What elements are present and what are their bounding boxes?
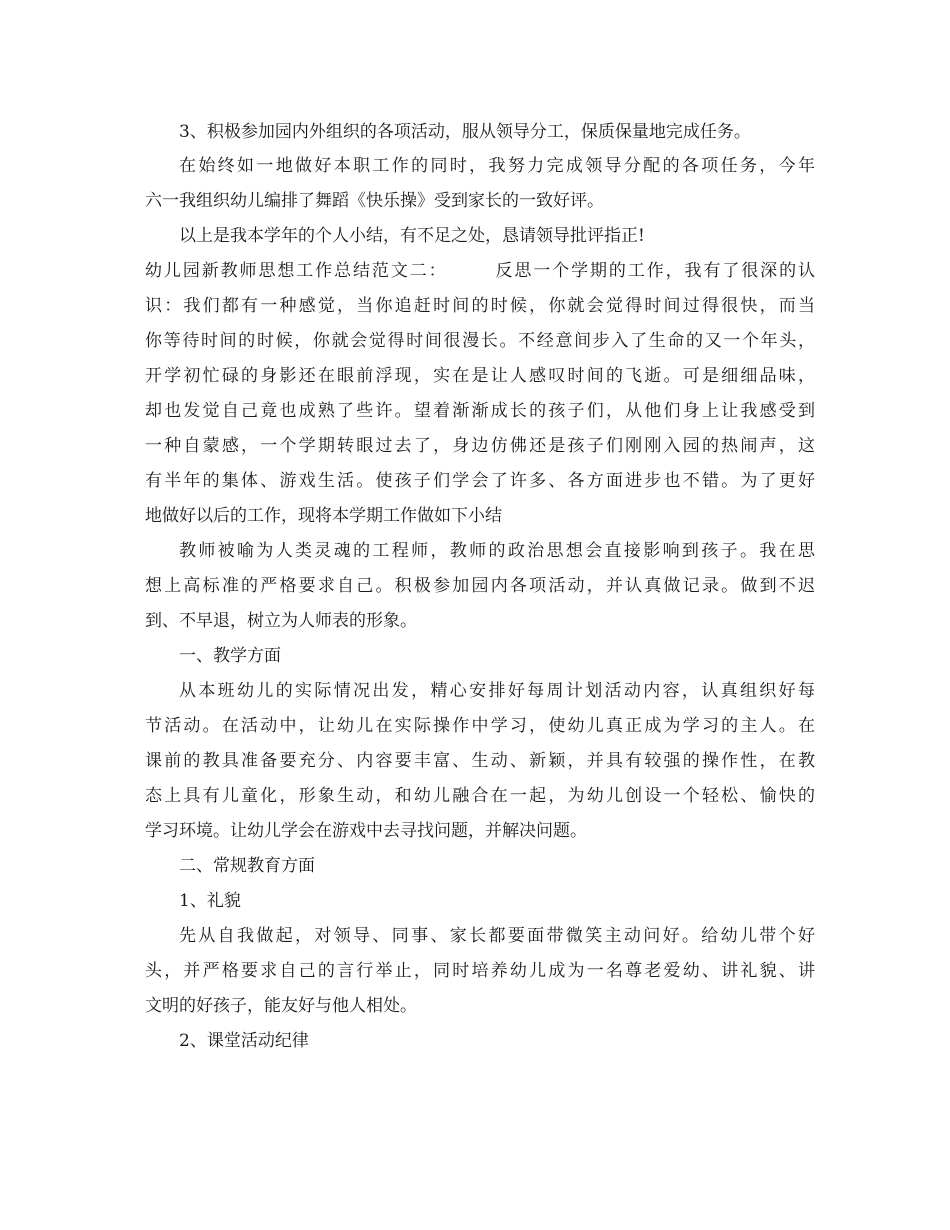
paragraph-line: 先从自我做起，对领导、同事、家长都要面带微笑主动问好。给幼儿带个好: [179, 926, 815, 946]
paragraph-line: 一种自蒙感，一个学期转眼过去了，身边仿佛还是孩子们刚刚入园的热闹声，这: [145, 436, 815, 456]
paragraph-line: 却也发觉自己竟也成熟了些许。望着渐渐成长的孩子们，从他们身上让我感受到: [145, 401, 815, 421]
paragraph-start: 反思一个学期的工作，我有了很深的认: [493, 261, 816, 281]
paragraph-line: 学习环境。让幼儿学会在游戏中去寻找问题，并解决问题。: [145, 821, 587, 841]
paragraph-line: 你等待时间的时候，你就会觉得时间很漫长。不经意间步入了生命的又一个年头，: [145, 331, 815, 351]
paragraph-line: 到、不早退，树立为人师表的形象。: [145, 611, 417, 631]
section-heading: 一、教学方面: [179, 646, 281, 666]
paragraph-line: 头，并严格要求自己的言行举止，同时培养幼儿成为一名尊老爱幼、讲礼貌、讲: [145, 961, 815, 981]
section-title: 幼儿园新教师思想工作总结范文二：: [145, 261, 448, 281]
paragraph-line: 六一我组织幼儿编排了舞蹈《快乐操》受到家长的一致好评。: [145, 191, 604, 211]
subsection-heading: 1、礼貌: [179, 891, 241, 911]
paragraph-line: 识：我们都有一种感觉，当你追赶时间的时候，你就会觉得时间过得很快，而当: [145, 296, 815, 316]
paragraph-line: 想上高标准的严格要求自己。积极参加园内各项活动，并认真做记录。做到不迟: [145, 576, 815, 596]
paragraph-line: 节活动。在活动中，让幼儿在实际操作中学习，使幼儿真正成为学习的主人。在: [145, 716, 815, 736]
paragraph-line: 在始终如一地做好本职工作的同时，我努力完成领导分配的各项任务，今年: [179, 156, 815, 176]
subsection-heading: 2、课堂活动纪律: [179, 1031, 309, 1051]
paragraph-line: 从本班幼儿的实际情况出发，精心安排好每周计划活动内容，认真组织好每: [179, 681, 815, 701]
paragraph-line: 地做好以后的工作，现将本学期工作做如下小结: [145, 506, 502, 526]
paragraph-line: 开学初忙碌的身影还在眼前浮现，实在是让人感叹时间的飞逝。可是细细品味，: [145, 366, 815, 386]
paragraph-line: 态上具有儿童化，形象生动，和幼儿融合在一起，为幼儿创设一个轻松、愉快的: [145, 786, 815, 806]
section-heading: 二、常规教育方面: [179, 856, 315, 876]
paragraph-line: 教师被喻为人类灵魂的工程师，教师的政治思想会直接影响到孩子。我在思: [179, 541, 815, 561]
paragraph-line: 以上是我本学年的个人小结，有不足之处，恳请领导批评指正!: [179, 226, 645, 246]
paragraph-line: 3、积极参加园内外组织的各项活动，服从领导分工，保质保量地完成任务。: [179, 122, 751, 142]
paragraph-line: 文明的好孩子，能友好与他人相处。: [145, 996, 417, 1016]
paragraph-line: 课前的教具准备要充分、内容要丰富、生动、新颖，并具有较强的操作性，在教: [145, 751, 815, 771]
section-title-line: [145, 259, 815, 283]
paragraph-line: 有半年的集体、游戏生活。使孩子们学会了许多、各方面进步也不错。为了更好: [145, 471, 815, 491]
